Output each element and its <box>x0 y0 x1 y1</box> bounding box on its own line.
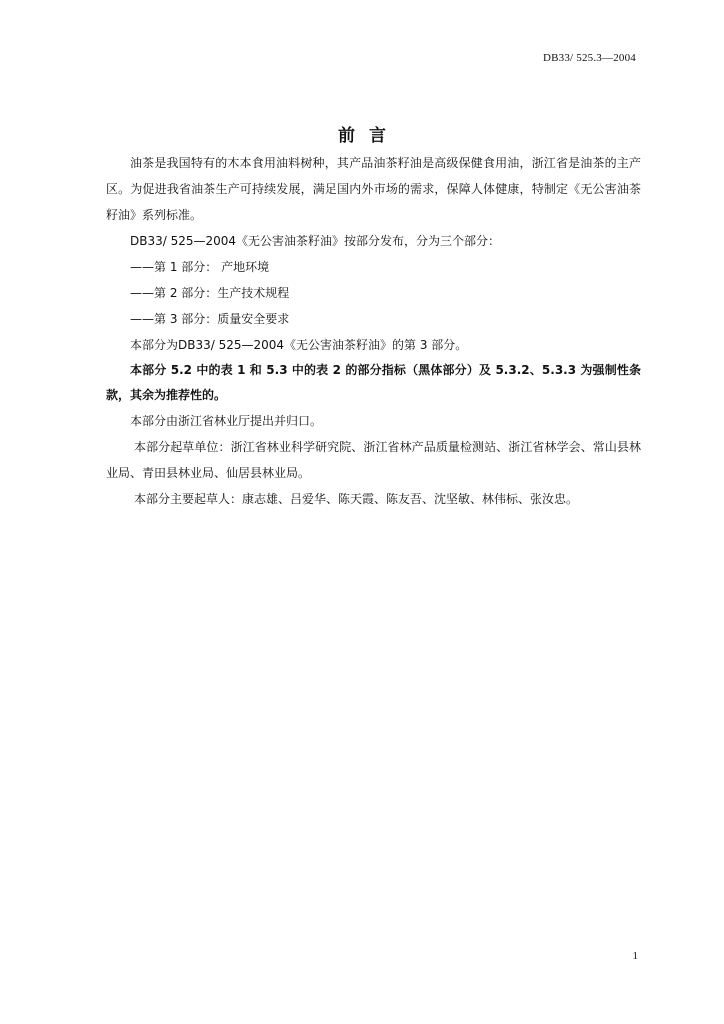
foreword-body <box>106 150 641 512</box>
list-item-part-1: ——第 1 部分： 产地环境 <box>130 260 270 274</box>
paragraph-this-part: 本部分为DB33/ 525—2004《无公害油茶籽油》的第 3 部分。 <box>130 338 468 352</box>
paragraph-drafters: 本部分主要起草人：康志雄、吕爱华、陈天霞、陈友吾、沈坚敏、林伟标、张汝忠。 <box>134 492 579 506</box>
paragraph-proposer: 本部分由浙江省林业厅提出并归口。 <box>130 414 323 428</box>
document-code: DB33/ 525.3—2004 <box>542 52 636 64</box>
paragraph-intro: 油茶是我国特有的木本食用油料树种，其产品油茶籽油是高级保健食用油，浙江省是油茶的主产区。为促进我省油茶生产可持续发展，满足国内外市场的需求，保障人体健康，特制定《无公害油茶籽油》系列标准。 <box>106 156 641 222</box>
list-item-part-2: ——第 2 部分：生产技术规程 <box>130 286 290 300</box>
page-title: 前言 <box>338 126 400 146</box>
paragraph-parts-intro: DB33/ 525—2004《无公害油茶籽油》按部分发布，分为三个部分： <box>130 234 501 248</box>
paragraph-mandatory-clauses: 本部分 5.2 中的表 1 和 5.3 中的表 2 的部分指标（黑体部分）及 5.3.2、5.3.3 为强制性条款，其余为推荐性的。 <box>106 363 641 402</box>
paragraph-drafting-units: 本部分起草单位：浙江省林业科学研究院、浙江省林产品质量检测站、浙江省林学会、常山县林业局、青田县林业局、仙居县林业局。 <box>106 440 641 480</box>
page-number: 1 <box>632 950 638 962</box>
list-item-part-3: ——第 3 部分：质量安全要求 <box>130 312 290 326</box>
